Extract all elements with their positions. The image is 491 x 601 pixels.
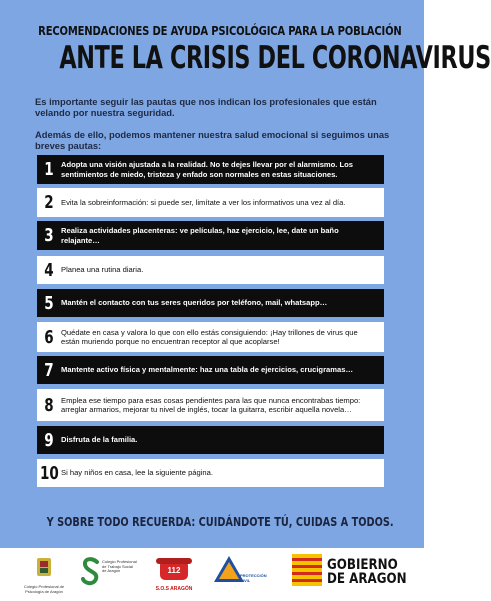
psychology-crest-icon [16, 556, 72, 580]
item-text: Disfruta de la familia. [61, 435, 138, 445]
item-number: 7 [44, 359, 54, 381]
list-item [37, 155, 384, 184]
list-item [37, 356, 384, 384]
item-number: 5 [44, 292, 54, 314]
item-text: Evita la sobreinformación: si puede ser, limítate a ver los informativos una vez al día. [61, 197, 346, 207]
sos-number: 112 [167, 566, 181, 575]
sos-aragon-logo [152, 556, 196, 592]
item-text: Emplea ese tiempo para esas cosas pendientes para las que nunca encontrabas tiempo: arreglar armarios, mejorar tu nivel de inglés, tocar la guitarra, escribir aquella novela… [61, 395, 361, 414]
item-text: Adopta una visión ajustada a la realidad. No te dejes llevar por el alarmismo. Los sentimientos de miedo, tristeza y enfado son normales en estas situaciones. [61, 160, 354, 179]
item-text: Si hay niños en casa, lee la siguiente página. [61, 468, 213, 478]
gobierno-aragon-wordmark [327, 558, 407, 586]
list-item [37, 256, 384, 284]
poster-title: ANTE LA CRISIS DEL CORONAVIRUS [59, 40, 491, 76]
list-item [37, 289, 384, 317]
closing-message: Y SOBRE TODO RECUERDA: CUIDÁNDOTE TÚ, CUIDAS A TODOS. [46, 514, 394, 529]
psychology-college-logo [16, 556, 72, 594]
list-item [37, 389, 384, 421]
civil-protection-caption: PROTECCIÓN CIVIL [240, 573, 267, 583]
item-number: 8 [44, 394, 54, 416]
list-item [37, 188, 384, 217]
poster-subtitle: RECOMENDACIONES DE AYUDA PSICOLÓGICA PARA LA POBLACIÓN [38, 24, 402, 38]
aragon-flag-icon [292, 554, 322, 586]
list-item [37, 426, 384, 454]
intro-paragraph-1: Es importante seguir las pautas que nos indican los profesionales que están velando por nuestra seguridad. [35, 96, 377, 118]
list-item [37, 322, 384, 352]
item-number: 4 [44, 259, 54, 281]
item-number: 2 [44, 192, 54, 213]
item-number: 9 [44, 429, 54, 451]
gobierno-line2: DE ARAGON [327, 571, 407, 587]
item-number: 10 [40, 462, 59, 484]
social-work-caption: Colegio Profesional de Trabajo Social de Aragón [102, 559, 137, 574]
item-text: Planea una rutina diaria. [61, 265, 144, 275]
sos-caption: S.O.S ARAGÓN [155, 586, 193, 592]
civil-protection-logo [212, 554, 272, 589]
item-number: 3 [44, 225, 54, 246]
item-number: 1 [44, 159, 54, 180]
list-item [37, 221, 384, 250]
item-text: Quédate en casa y valora lo que con ello estás consiguiendo: ¡Hay trillones de virus que están muriendo porque no encuentran receptor al que acoplarse! [61, 327, 358, 346]
psychology-college-caption: Colegio Profesional de Psicología de Aragón [23, 584, 65, 594]
footer-logos [0, 548, 424, 601]
item-text: Mantente activo física y mentalmente: haz una tabla de ejercicios, crucigramas… [61, 365, 354, 375]
list-item [37, 459, 384, 487]
item-number: 6 [44, 326, 54, 348]
item-text: Mantén el contacto con tus seres queridos por teléfono, mail, whatsapp… [61, 298, 328, 308]
social-work-s-icon [80, 556, 102, 586]
item-text: Realiza actividades placenteras: ve películas, haz ejercicio, lee, date un baño relajante… [61, 226, 339, 245]
gobierno-line1: GOBIERNO [327, 557, 398, 573]
intro-paragraph-2: Además de ello, podemos mantener nuestra salud emocional si seguimos unas breves pautas: [35, 129, 390, 151]
